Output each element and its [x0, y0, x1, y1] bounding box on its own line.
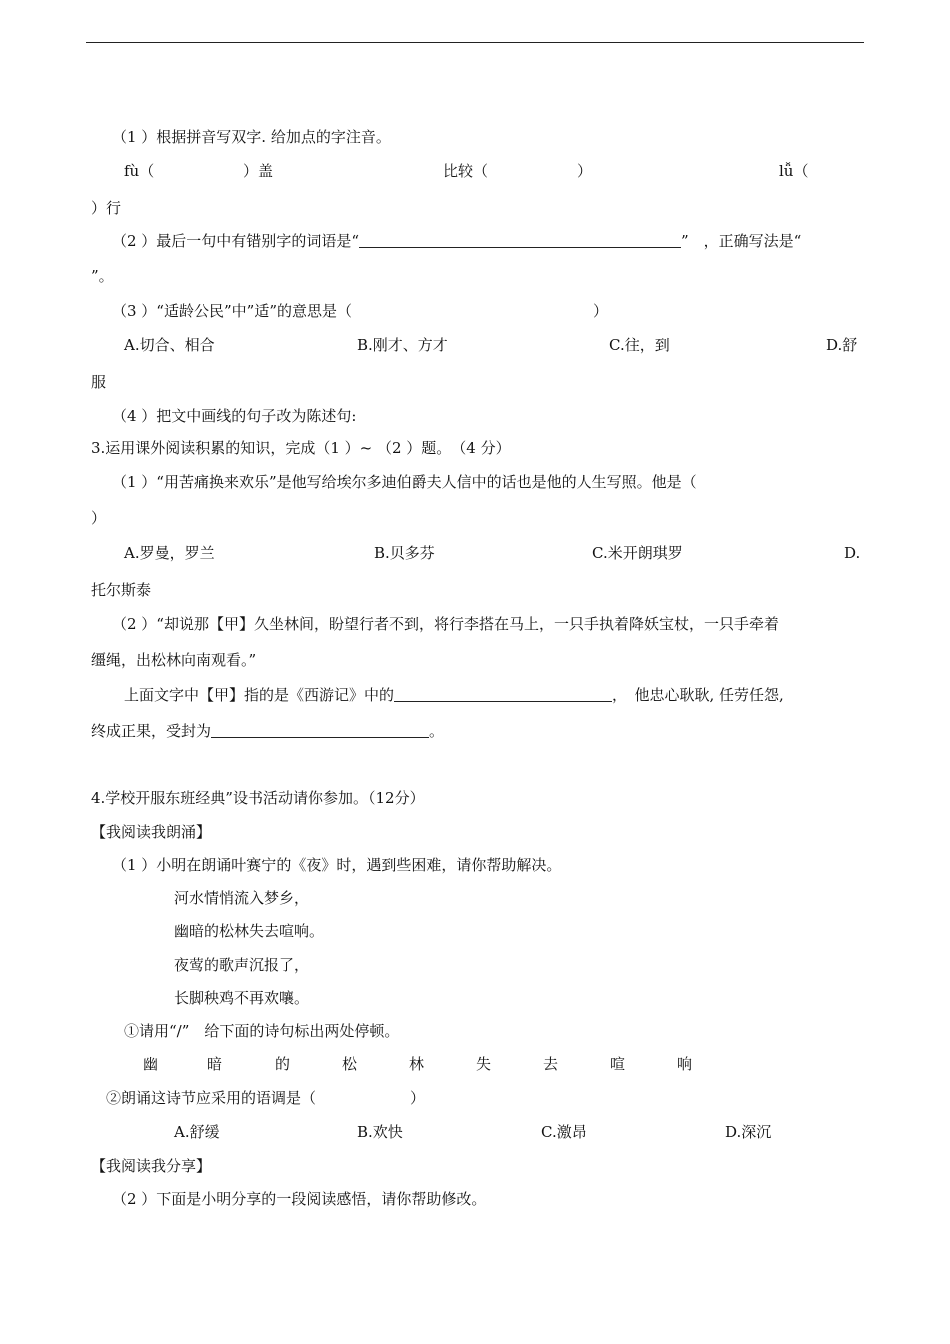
- answer-blank[interactable]: [359, 232, 681, 248]
- q3-option-b: B.贝多芬: [374, 544, 435, 562]
- q2-part2-end: ”。: [91, 267, 114, 285]
- q3-part2-line3-text: 上面文字中【甲】指的是《西游记》中的: [124, 686, 395, 704]
- q3-part2-line4: [91, 721, 444, 741]
- pinyin-fu-end: ）盖: [243, 162, 274, 180]
- q4-part1: （1 ）小明在朗诵叶赛宁的《夜》时，遇到些困难，请你帮助解决。: [112, 856, 562, 874]
- q4-sub1: ①请用“/” 给下面的诗句标出两处停顿。: [124, 1022, 400, 1040]
- q3-part2-line2: 缰绳，出松林向南观看。”: [91, 651, 257, 669]
- word-bijiao-end: ）: [577, 162, 593, 180]
- verse-char: 去: [543, 1055, 559, 1073]
- q3-part2-line3: [124, 685, 784, 705]
- pinyin-lu-end: ）行: [91, 199, 122, 217]
- q4-sub2-end: ）: [410, 1089, 426, 1107]
- q3-option-c: C.米开朗琪罗: [592, 544, 683, 562]
- verse-char: 的: [275, 1055, 291, 1073]
- q4-option-a: A.舒缓: [174, 1123, 220, 1141]
- q2-option-d-cont: 服: [91, 373, 107, 391]
- header-rule: [86, 42, 864, 43]
- poem-line: 长脚秧鸡不再欢嚷。: [174, 989, 310, 1007]
- q4-part2: （2 ）下面是小明分享的一段阅读感悟，请你帮助修改。: [112, 1190, 487, 1208]
- verse-char: 失: [476, 1055, 492, 1073]
- q2-part2-mid: ” ，正确写法是“: [680, 232, 802, 250]
- q2-option-b: B.刚才、方才: [357, 336, 448, 354]
- poem-line: 夜莺的歌声沉报了，: [174, 956, 310, 974]
- poem-line: 幽暗的松林失去喧响。: [174, 922, 325, 940]
- verse-char: 喧: [610, 1055, 626, 1073]
- q4-option-b: B.欢快: [357, 1123, 403, 1141]
- verse-char: 幽: [143, 1055, 159, 1073]
- q4-option-c: C.激昂: [541, 1123, 587, 1141]
- q3-part2-line4-text: 终成正果，受封为: [91, 722, 212, 740]
- q3-part1: （1 ）“用苦痛换来欢乐”是他写给埃尔多迪伯爵夫人信中的话也是他的人生写照。他是（: [112, 473, 697, 491]
- answer-blank[interactable]: [211, 722, 429, 738]
- pinyin-fu: fù（: [124, 162, 155, 180]
- q2-part2: [112, 231, 801, 251]
- q3-part2-line1: （2 ）“却说那【甲】久坐林间，盼望行者不到，将行李搭在马上，一只手执着降妖宝杖，一只手牵着: [112, 615, 779, 633]
- q2-part4: （4 ）把文中画线的句子改为陈述句:: [112, 407, 357, 425]
- pinyin-lu: lǚ（: [779, 162, 809, 180]
- q4-option-d: D.深沉: [725, 1123, 772, 1141]
- q3-part1-end: ）: [91, 509, 107, 527]
- q2-option-c: C.往，到: [609, 336, 670, 354]
- q4-sub2: ②朗诵这诗节应采用的语调是（: [106, 1089, 317, 1107]
- q3-part2-line4-end: 。: [429, 722, 445, 740]
- q3-option-d: D.: [844, 544, 861, 562]
- q3-option-a: A.罗曼，罗兰: [124, 544, 215, 562]
- q3-part2-line3-rest: ， 他忠心耿耿, 任劳任怨,: [612, 686, 784, 704]
- q2-option-a: A.切合、相合: [124, 336, 215, 354]
- verse-char: 响: [677, 1055, 693, 1073]
- q2-part3: （3 ）“适龄公民”中”适”的意思是（: [112, 302, 352, 320]
- q2-part2-text: （2 ）最后一句中有错别字的词语是“: [112, 232, 359, 250]
- verse-char: 暗: [207, 1055, 223, 1073]
- verse-char: 松: [342, 1055, 358, 1073]
- word-bijiao: 比较（: [443, 162, 489, 180]
- q2-part1: （1 ）根据拼音写双字. 给加点的字注音。: [112, 128, 391, 146]
- q2-part3-end: ）: [593, 302, 609, 320]
- q2-option-d: D.舒: [826, 336, 858, 354]
- verse-char: 林: [409, 1055, 425, 1073]
- poem-line: 河水情悄流入梦乡，: [174, 889, 310, 907]
- answer-blank[interactable]: [394, 686, 612, 702]
- q4-title: 4.学校开服东班经典”设书活动请你参加。（12分）: [91, 789, 425, 807]
- q4-section-reading-aloud: 【我阅读我朗涌】: [91, 823, 212, 841]
- q3-title: 3.运用课外阅读积累的知识，完成（1 ）~ （2 ）题。 （4 分）: [91, 439, 511, 457]
- q3-option-d-cont: 托尔斯泰: [91, 581, 152, 599]
- q4-section-sharing: 【我阅读我分享】: [91, 1157, 212, 1175]
